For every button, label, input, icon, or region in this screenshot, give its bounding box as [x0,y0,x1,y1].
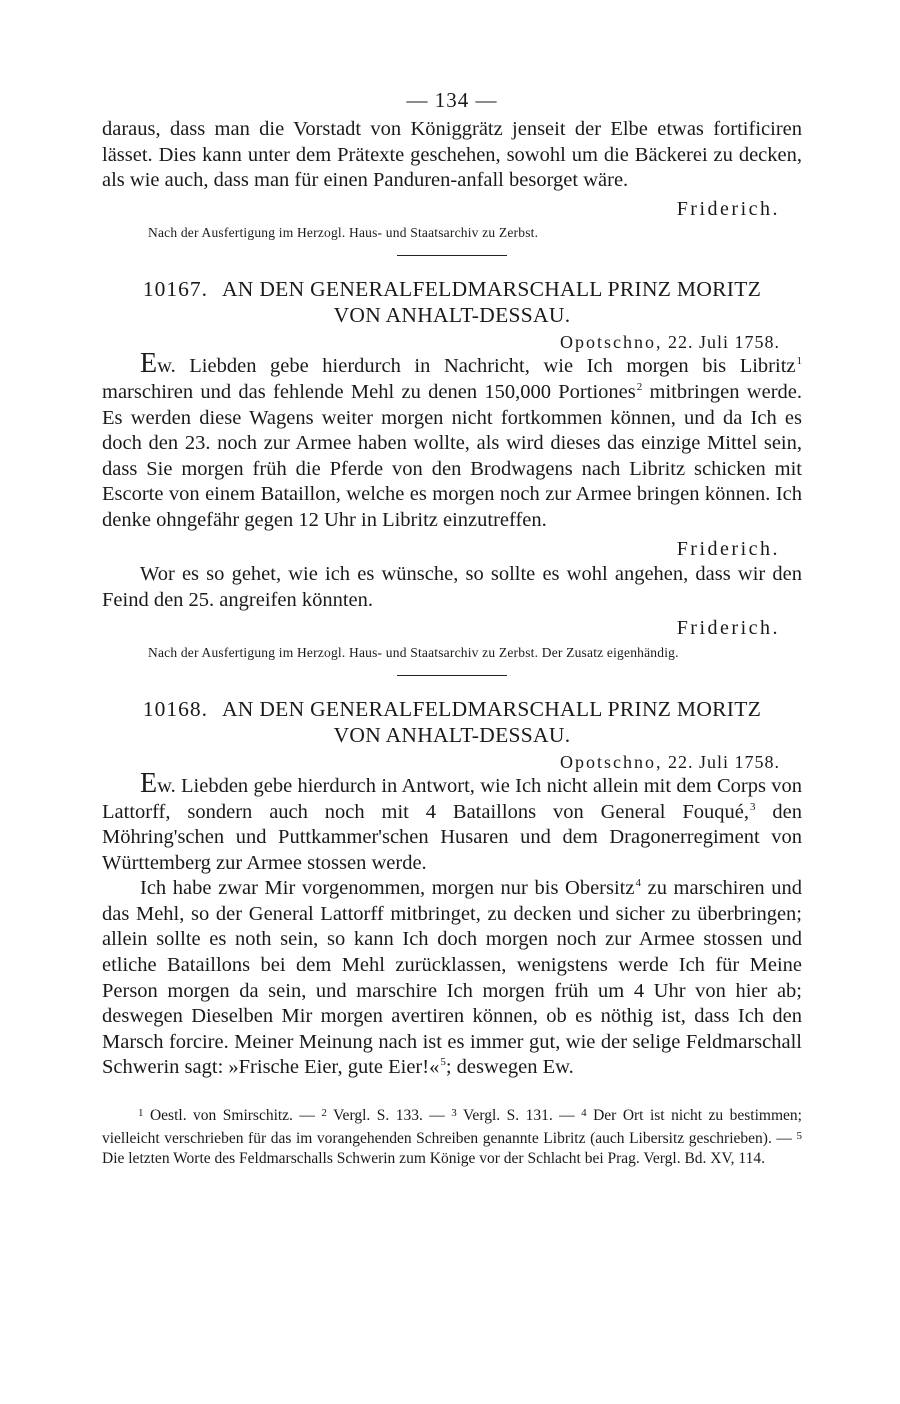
letter-paragraph [102,767,802,876]
page [102,88,802,1169]
date: 22. Juli 1758. [667,332,780,353]
footnote-number: 1 [138,1107,144,1120]
footnote-number: 2 [321,1107,327,1120]
footnote-ref: 2 [636,380,643,393]
signature: Friderich. [676,537,780,560]
initial-letter: E [140,348,158,380]
footnote-number: 3 [451,1107,457,1120]
footnote-number: 4 [581,1107,587,1120]
place: Opotschno, [559,332,663,353]
footnote-text: Oestl. von Smirschitz. — [143,1107,322,1125]
footnote-text: Vergl. S. 131. — [456,1107,582,1125]
text-run: Ich habe zwar Mir vorgenommen, morgen nur bis Obersitz [140,877,635,900]
page-number: — 134 — [406,88,498,112]
place: Opotschno, [559,751,663,772]
dateline [102,750,780,774]
letter-paragraph [102,876,802,1081]
text-run: w. Liebden gebe hierdurch in Nachricht, wie Ich morgen bis Libritz [157,355,796,378]
text-run: w. Liebden gebe hierdurch in Antwort, wie Ich nicht allein mit dem Corps von Lattorff, sondern auch noch mit 4 Bataillons von General Fouqué, [102,774,802,823]
footnotes [102,1103,802,1169]
postscript-paragraph: Wor es so gehet, wie ich es wünsche, so sollte es wohl angehen, dass wir den Feind den 25. angreifen könnten. [102,563,802,611]
footnote-ref: 5 [440,1056,446,1069]
letter-number: 10168. [142,696,208,721]
heading-line: VON ANHALT-DESSAU. [333,303,571,328]
signature: Friderich. [676,197,780,220]
letter-heading [102,696,802,748]
section-divider [397,255,507,256]
continuation-paragraph: daraus, dass man die Vorstadt von Königgrätz jenseit der Elbe etwas fortificiren lässet. Dies kann unter dem Prätexte geschehen, sowohl um die Bäckerei zu decken, als wie auch, dass man für einen Panduren-anfall besorget wäre. [102,118,802,192]
footnote-ref: 1 [796,355,802,368]
footnote-ref: 4 [635,877,641,890]
text-run: mitbringen werde. Es werden diese Wagens weiter morgen nicht fortkommen können, und da Ich es doch den 23. noch zur Armee haben wollte, als wird dieses das einzige Mittel sein, dass Sie morgen früh die Pferde von den Brodwagens nach Libritz schicken mit Escorte von einem Bataillon, welche es morgen noch zur Armee bringen können. Ich denke ohngefähr gegen 12 Uhr in Libritz einzutreffen. [102,380,802,531]
footnote-text: Der Ort ist nicht zu bestimmen; vielleicht verschrieben für das im vorangehenden Schreiben genannte Libritz (auch Libersitz geschrieben). — [102,1107,802,1148]
letter-heading [102,276,802,328]
date: 22. Juli 1758. [667,751,780,772]
footnote-block [102,1103,802,1169]
text-run: den Möhring'schen und Puttkammer'schen Husaren und dem Dragonerregiment von Württemberg zur Armee stossen werde. [102,800,802,874]
footnote-ref: 3 [750,800,756,813]
signature: Friderich. [676,617,780,640]
source-note: Nach der Ausfertigung im Herzogl. Haus- und Staatsarchiv zu Zerbst. [148,225,539,241]
footnote-text: Vergl. S. 133. — [326,1107,452,1125]
heading-line: AN DEN GENERALFELDMARSCHALL PRINZ MORITZ [221,277,762,302]
footnote-text: Die letzten Worte des Feldmarschalls Schwerin zum Könige vor der Schlacht bei Prag. Vergl. Bd. XV, 114. [102,1150,765,1168]
section-divider [397,675,507,676]
footnote-number: 5 [796,1130,802,1143]
heading-line: AN DEN GENERALFELDMARSCHALL PRINZ MORITZ [221,696,762,721]
text-run: marschiren und das fehlende Mehl zu denen 150,000 Portiones [102,380,636,403]
text-run: zu marschiren und das Mehl, so der General Lattorff mitbringet, zu decken und sicher zu überbringen; allein sollte es noth sein, so kann Ich doch morgen noch zur Armee stossen und etliche Bataillons bei dem Mehl zurücklassen, wenigstens werde Ich für Meine Person morgen da sein, und marschire Ich morgen früh um 4 Uhr von hier ab; deswegen Dieselben Mir morgen avertiren können, ob es nöthig ist, dass Ich den Marsch forcire. Meiner Meinung nach ist es immer gut, wie der selige Feldmarschall Schwerin sagt: »Frische Eier, gute Eier!« [102,877,802,1079]
heading-line: VON ANHALT-DESSAU. [333,722,571,747]
source-note: Nach der Ausfertigung im Herzogl. Haus- und Staatsarchiv zu Zerbst. Der Zusatz eigenhändig. [148,644,679,660]
dateline [102,330,780,354]
letter-number: 10167. [142,277,208,302]
initial-letter: E [140,767,158,799]
letter-paragraph [102,348,802,533]
text-run: ; deswegen Ew. [445,1056,574,1079]
